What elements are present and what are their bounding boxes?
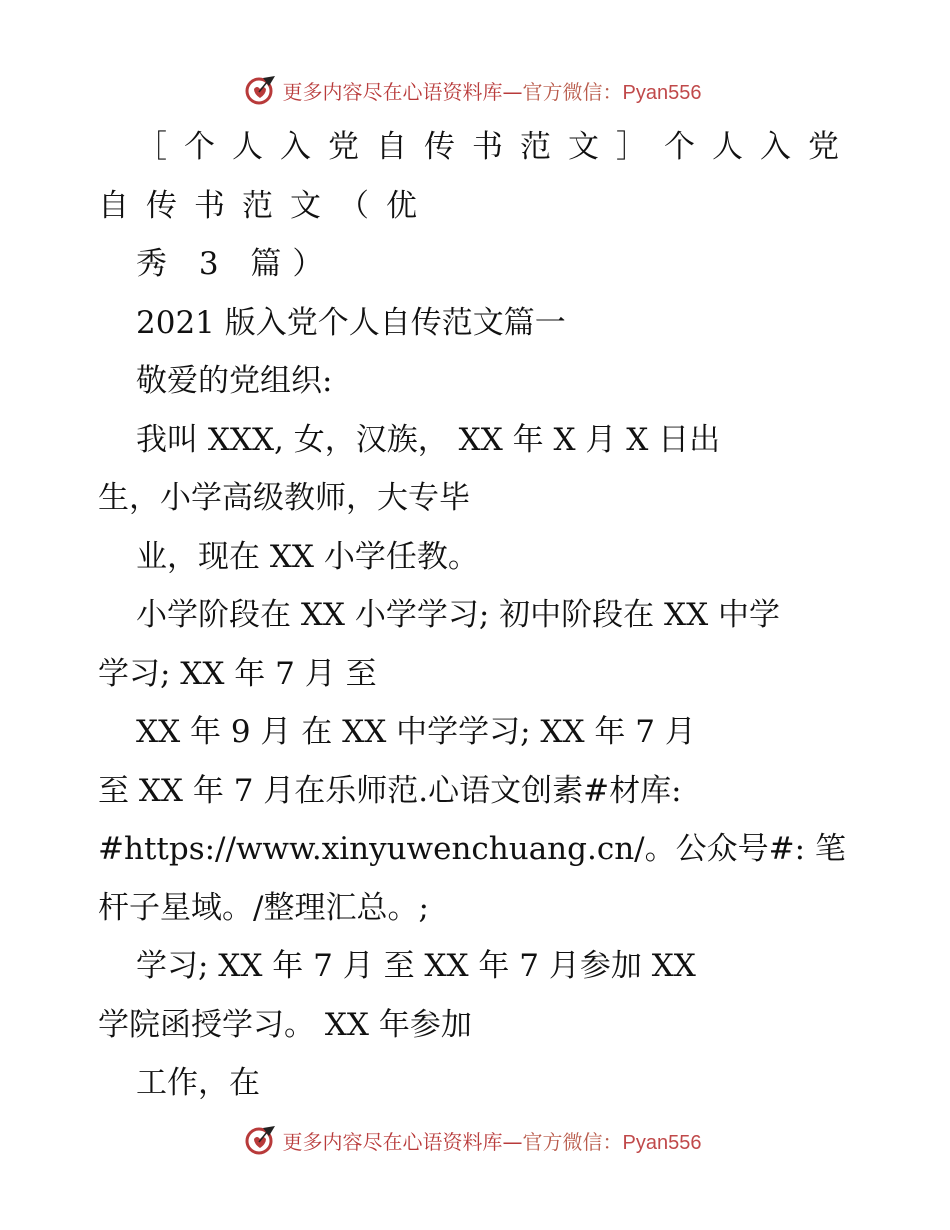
doc-title-line-2: 自传书范文（优: [98, 187, 434, 224]
watermark-wechat-id: Pyan556: [622, 81, 702, 104]
watermark-wechat-label: 官方微信：: [522, 79, 623, 104]
paragraph-line: #https://www.xinyuwenchuang.cn/。公众号#: 笔: [98, 831, 846, 867]
header-watermark: [245, 74, 702, 106]
paragraph-line: 我叫 XXX, 女，汉族， XX 年 X 月 X 日出: [136, 421, 721, 458]
watermark-main-text: 更多内容尽在心语资料库: [282, 79, 503, 104]
paragraph-line: 至 XX 年 7 月在乐师范.心语文创素#材库:: [98, 772, 682, 809]
paragraph-line: 学院函授学习。 XX 年参加: [98, 1006, 472, 1043]
watermark-main-text: 更多内容尽在心语资料库: [282, 1129, 503, 1154]
paragraph-line: 小学阶段在 XX 小学学习; 初中阶段在 XX 中学: [136, 597, 780, 633]
footer-watermark-banner: [0, 1120, 950, 1160]
header-watermark-banner: [0, 70, 950, 110]
watermark-text: [283, 1126, 702, 1155]
salutation: 敬爱的党组织:: [136, 363, 333, 399]
watermark-separator: —: [502, 79, 523, 104]
quill-heart-logo-icon: [245, 1124, 277, 1156]
paragraph-line: 生，小学高级教师，大专毕: [98, 480, 470, 516]
paragraph-line: 业，现在 XX 小学任教。: [136, 538, 479, 575]
footer-watermark: [245, 1124, 702, 1156]
section-heading: 2021 版入党个人自传范文篇一: [136, 304, 566, 341]
doc-title-line-1: ［个人入党自传书范文］个人入党: [136, 129, 856, 165]
document-body: [98, 118, 858, 1113]
watermark-text: [283, 76, 702, 105]
watermark-wechat-id: Pyan556: [622, 1131, 702, 1154]
paragraph-line: 学习; XX 年 7 月 至: [98, 655, 377, 692]
paragraph-line: 杆子星域。/整理汇总。;: [98, 889, 429, 926]
quill-heart-logo-icon: [245, 74, 277, 106]
watermark-wechat-label: 官方微信：: [522, 1129, 623, 1154]
doc-title-line-3: 秀 3 篇）: [136, 246, 335, 282]
paragraph-line: 工作，在: [136, 1065, 260, 1101]
paragraph-line: XX 年 9 月 在 XX 中学学习; XX 年 7 月: [136, 714, 696, 750]
paragraph-line: 学习; XX 年 7 月 至 XX 年 7 月参加 XX: [136, 948, 696, 984]
watermark-separator: —: [502, 1129, 523, 1154]
